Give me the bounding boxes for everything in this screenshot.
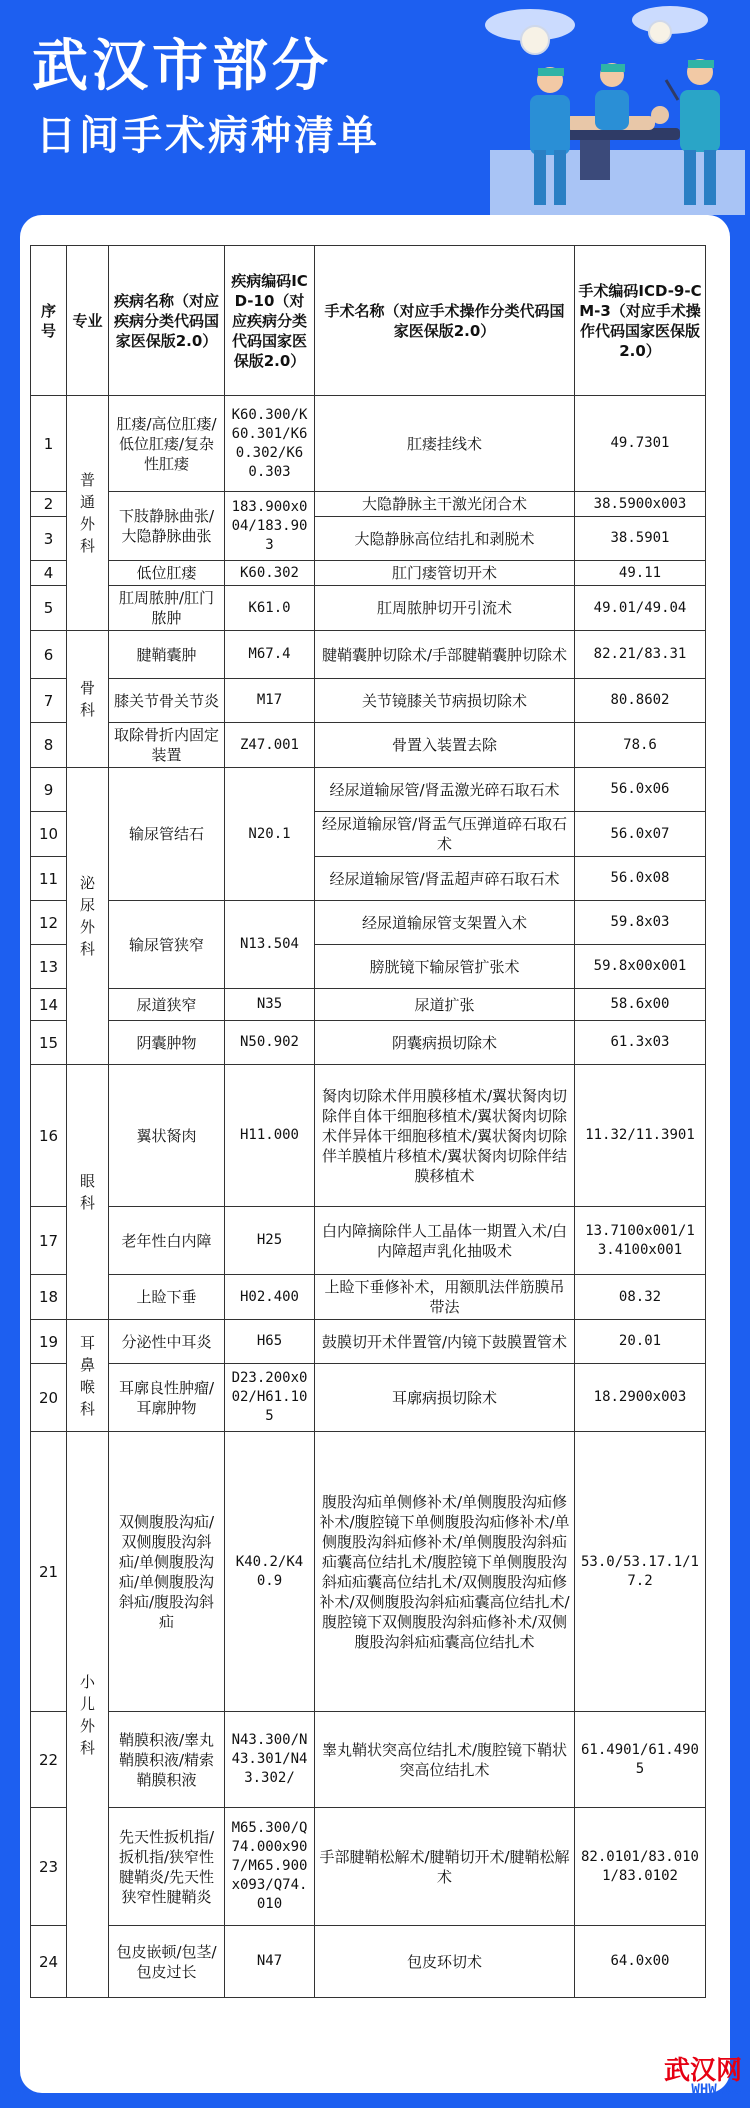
row-icd9: 82.0101/83.0101/83.0102 — [575, 1808, 706, 1926]
row-icd9: 58.6x00 — [575, 989, 706, 1021]
row-seq: 3 — [31, 517, 67, 561]
row-icd10: M67.4 — [225, 631, 315, 679]
table-row — [31, 1021, 706, 1065]
row-surgery: 肛周脓肿切开引流术 — [315, 586, 575, 631]
header-specialty: 专业 — [67, 246, 109, 396]
row-surgery: 经尿道输尿管/肾盂超声碎石取石术 — [315, 857, 575, 901]
row-seq: 12 — [31, 901, 67, 945]
table-row — [31, 396, 706, 492]
row-surgery: 阴囊病损切除术 — [315, 1021, 575, 1065]
row-seq: 6 — [31, 631, 67, 679]
row-icd9: 61.4901/61.4905 — [575, 1712, 706, 1808]
row-seq: 8 — [31, 723, 67, 768]
table-row — [31, 1808, 706, 1926]
table-row — [31, 1364, 706, 1432]
row-icd9: 11.32/11.3901 — [575, 1065, 706, 1207]
row-icd10: D23.200x002/H61.105 — [225, 1364, 315, 1432]
row-icd9: 56.0x07 — [575, 812, 706, 857]
page-title: 武汉市部分 — [32, 34, 332, 99]
row-icd10: M65.300/Q74.000x907/M65.900x093/Q74.010 — [225, 1808, 315, 1926]
row-icd10: H02.400 — [225, 1275, 315, 1320]
specialty-eye: 眼科 — [67, 1065, 109, 1320]
row-disease: 输尿管结石 — [109, 768, 225, 901]
row-seq: 7 — [31, 679, 67, 723]
row-icd9: 38.5900x003 — [575, 492, 706, 517]
row-icd10: N50.902 — [225, 1021, 315, 1065]
row-icd10: N47 — [225, 1926, 315, 1998]
row-icd9: 61.3x03 — [575, 1021, 706, 1065]
specialty-ent: 耳鼻喉科 — [67, 1320, 109, 1432]
row-surgery: 经尿道输尿管支架置入术 — [315, 901, 575, 945]
row-surgery: 膀胱镜下输尿管扩张术 — [315, 945, 575, 989]
table-row — [31, 1432, 706, 1712]
row-surgery: 经尿道输尿管/肾盂气压弹道碎石取石术 — [315, 812, 575, 857]
site-watermark-logo — [640, 2050, 750, 2108]
row-surgery: 睾丸鞘状突高位结扎术/腹腔镜下鞘状突高位结扎术 — [315, 1712, 575, 1808]
row-surgery: 肛门瘘管切开术 — [315, 561, 575, 586]
row-icd9: 56.0x08 — [575, 857, 706, 901]
row-seq: 2 — [31, 492, 67, 517]
row-seq: 5 — [31, 586, 67, 631]
header-seq: 序号 — [31, 246, 67, 396]
row-seq: 10 — [31, 812, 67, 857]
row-surgery: 包皮环切术 — [315, 1926, 575, 1998]
header-icd9: 手术编码ICD-9-CM-3（对应手术操作代码国家医保版2.0） — [575, 246, 706, 396]
table-row — [31, 1712, 706, 1808]
row-icd10: N43.300/N43.301/N43.302/ — [225, 1712, 315, 1808]
table-row — [31, 679, 706, 723]
table-row — [31, 586, 706, 631]
row-icd9: 49.11 — [575, 561, 706, 586]
row-disease: 腱鞘囊肿 — [109, 631, 225, 679]
watermark-text: 武汉网 — [663, 2056, 742, 2086]
row-seq: 13 — [31, 945, 67, 989]
row-surgery: 腱鞘囊肿切除术/手部腱鞘囊肿切除术 — [315, 631, 575, 679]
row-icd10: K60.300/K60.301/K60.302/K60.303 — [225, 396, 315, 492]
row-icd10: M17 — [225, 679, 315, 723]
table-row — [31, 901, 706, 945]
table-header-row — [31, 246, 706, 396]
row-disease: 包皮嵌顿/包茎/包皮过长 — [109, 1926, 225, 1998]
row-seq: 19 — [31, 1320, 67, 1364]
row-seq: 15 — [31, 1021, 67, 1065]
row-surgery: 肛瘘挂线术 — [315, 396, 575, 492]
row-seq: 9 — [31, 768, 67, 812]
row-icd10: H65 — [225, 1320, 315, 1364]
row-disease: 尿道狭窄 — [109, 989, 225, 1021]
row-seq: 24 — [31, 1926, 67, 1998]
row-disease: 低位肛瘘 — [109, 561, 225, 586]
row-surgery: 经尿道输尿管/肾盂激光碎石取石术 — [315, 768, 575, 812]
row-icd9: 49.7301 — [575, 396, 706, 492]
row-disease: 上睑下垂 — [109, 1275, 225, 1320]
page-subtitle: 日间手术病种清单 — [36, 113, 380, 159]
header-surgery: 手术名称（对应手术操作分类代码国家医保版2.0） — [315, 246, 575, 396]
table-row — [31, 492, 706, 517]
row-seq: 11 — [31, 857, 67, 901]
row-disease: 分泌性中耳炎 — [109, 1320, 225, 1364]
row-seq: 4 — [31, 561, 67, 586]
row-icd9: 18.2900x003 — [575, 1364, 706, 1432]
surgery-team-icon — [470, 0, 750, 215]
row-icd9: 59.8x00x001 — [575, 945, 706, 989]
row-surgery: 大隐静脉高位结扎和剥脱术 — [315, 517, 575, 561]
table-row — [31, 1320, 706, 1364]
row-surgery: 上睑下垂修补术，用额肌法伴筋膜吊带法 — [315, 1275, 575, 1320]
specialty-ped: 小儿外科 — [67, 1432, 109, 1998]
row-disease: 耳廓良性肿瘤/耳廓肿物 — [109, 1364, 225, 1432]
row-seq: 23 — [31, 1808, 67, 1926]
row-surgery: 尿道扩张 — [315, 989, 575, 1021]
row-icd9: 53.0/53.17.1/17.2 — [575, 1432, 706, 1712]
table-row — [31, 989, 706, 1021]
row-surgery: 胬肉切除术伴用膜移植术/翼状胬肉切除伴自体干细胞移植术/翼状胬肉切除术伴异体干细胞移植术/翼状胬肉切除伴羊膜植片移植术/翼状胬肉切除伴结膜移植术 — [315, 1065, 575, 1207]
row-icd10: N13.504 — [225, 901, 315, 989]
surgery-list-table — [30, 245, 706, 1998]
row-disease: 输尿管狭窄 — [109, 901, 225, 989]
table-row — [31, 1207, 706, 1275]
table-row — [31, 1275, 706, 1320]
row-seq: 14 — [31, 989, 67, 1021]
row-icd10: K61.0 — [225, 586, 315, 631]
row-disease: 取除骨折内固定装置 — [109, 723, 225, 768]
row-icd9: 59.8x03 — [575, 901, 706, 945]
row-icd10: K60.302 — [225, 561, 315, 586]
row-seq: 20 — [31, 1364, 67, 1432]
row-icd10: H25 — [225, 1207, 315, 1275]
row-icd9: 20.01 — [575, 1320, 706, 1364]
table-row — [31, 1926, 706, 1998]
row-icd9: 38.5901 — [575, 517, 706, 561]
row-surgery: 耳廓病损切除术 — [315, 1364, 575, 1432]
row-seq: 18 — [31, 1275, 67, 1320]
row-icd10: H11.000 — [225, 1065, 315, 1207]
table-row — [31, 768, 706, 812]
row-surgery: 大隐静脉主干激光闭合术 — [315, 492, 575, 517]
row-surgery: 鼓膜切开术伴置管/内镜下鼓膜置管术 — [315, 1320, 575, 1364]
row-seq: 21 — [31, 1432, 67, 1712]
row-disease: 肛瘘/高位肛瘘/低位肛瘘/复杂性肛瘘 — [109, 396, 225, 492]
row-surgery: 腹股沟疝单侧修补术/单侧腹股沟疝修补术/腹腔镜下单侧腹股沟疝修补术/单侧腹股沟斜疝修补术/单侧腹股沟斜疝疝囊高位结扎术/腹腔镜下单侧腹股沟斜疝疝囊高位结扎术/双侧腹股沟疝修补术/双侧腹股沟斜疝疝囊高位结扎术/腹腔镜下双侧腹股沟斜疝修补术/双侧腹股沟斜疝疝囊高位结扎术 — [315, 1432, 575, 1712]
row-disease: 先天性扳机指/扳机指/狭窄性腱鞘炎/先天性狭窄性腱鞘炎 — [109, 1808, 225, 1926]
row-icd9: 80.8602 — [575, 679, 706, 723]
header-disease: 疾病名称（对应疾病分类代码国家医保版2.0） — [109, 246, 225, 396]
row-icd10: N20.1 — [225, 768, 315, 901]
row-icd9: 78.6 — [575, 723, 706, 768]
row-icd9: 49.01/49.04 — [575, 586, 706, 631]
row-disease: 双侧腹股沟疝/双侧腹股沟斜疝/单侧腹股沟疝/单侧腹股沟斜疝/腹股沟斜疝 — [109, 1432, 225, 1712]
row-surgery: 骨置入装置去除 — [315, 723, 575, 768]
row-icd9: 08.32 — [575, 1275, 706, 1320]
table-row — [31, 631, 706, 679]
row-surgery: 白内障摘除伴人工晶体一期置入术/白内障超声乳化抽吸术 — [315, 1207, 575, 1275]
table-row — [31, 1065, 706, 1207]
row-disease: 下肢静脉曲张/大隐静脉曲张 — [109, 492, 225, 561]
specialty-ortho: 骨科 — [67, 631, 109, 768]
row-icd9: 82.21/83.31 — [575, 631, 706, 679]
row-icd10: Z47.001 — [225, 723, 315, 768]
row-icd10: 183.900x004/183.903 — [225, 492, 315, 561]
table-row — [31, 561, 706, 586]
row-disease: 阴囊肿物 — [109, 1021, 225, 1065]
table-row — [31, 723, 706, 768]
row-disease: 老年性白内障 — [109, 1207, 225, 1275]
row-seq: 22 — [31, 1712, 67, 1808]
row-disease: 鞘膜积液/睾丸鞘膜积液/精索鞘膜积液 — [109, 1712, 225, 1808]
row-seq: 16 — [31, 1065, 67, 1207]
header-banner — [0, 0, 750, 215]
specialty-general: 普通外科 — [67, 396, 109, 631]
watermark-url: WHW.CC — [691, 2082, 742, 2098]
specialty-uro: 泌尿外科 — [67, 768, 109, 1065]
header-icd10: 疾病编码ICD-10（对应疾病分类代码国家医保版2.0） — [225, 246, 315, 396]
row-disease: 翼状胬肉 — [109, 1065, 225, 1207]
row-disease: 膝关节骨关节炎 — [109, 679, 225, 723]
row-disease: 肛周脓肿/肛门脓肿 — [109, 586, 225, 631]
row-seq: 1 — [31, 396, 67, 492]
row-icd10: N35 — [225, 989, 315, 1021]
row-surgery: 关节镜膝关节病损切除术 — [315, 679, 575, 723]
row-icd10: K40.2/K40.9 — [225, 1432, 315, 1712]
row-seq: 17 — [31, 1207, 67, 1275]
row-icd9: 56.0x06 — [575, 768, 706, 812]
row-surgery: 手部腱鞘松解术/腱鞘切开术/腱鞘松解术 — [315, 1808, 575, 1926]
row-icd9: 13.7100x001/13.4100x001 — [575, 1207, 706, 1275]
row-icd9: 64.0x00 — [575, 1926, 706, 1998]
